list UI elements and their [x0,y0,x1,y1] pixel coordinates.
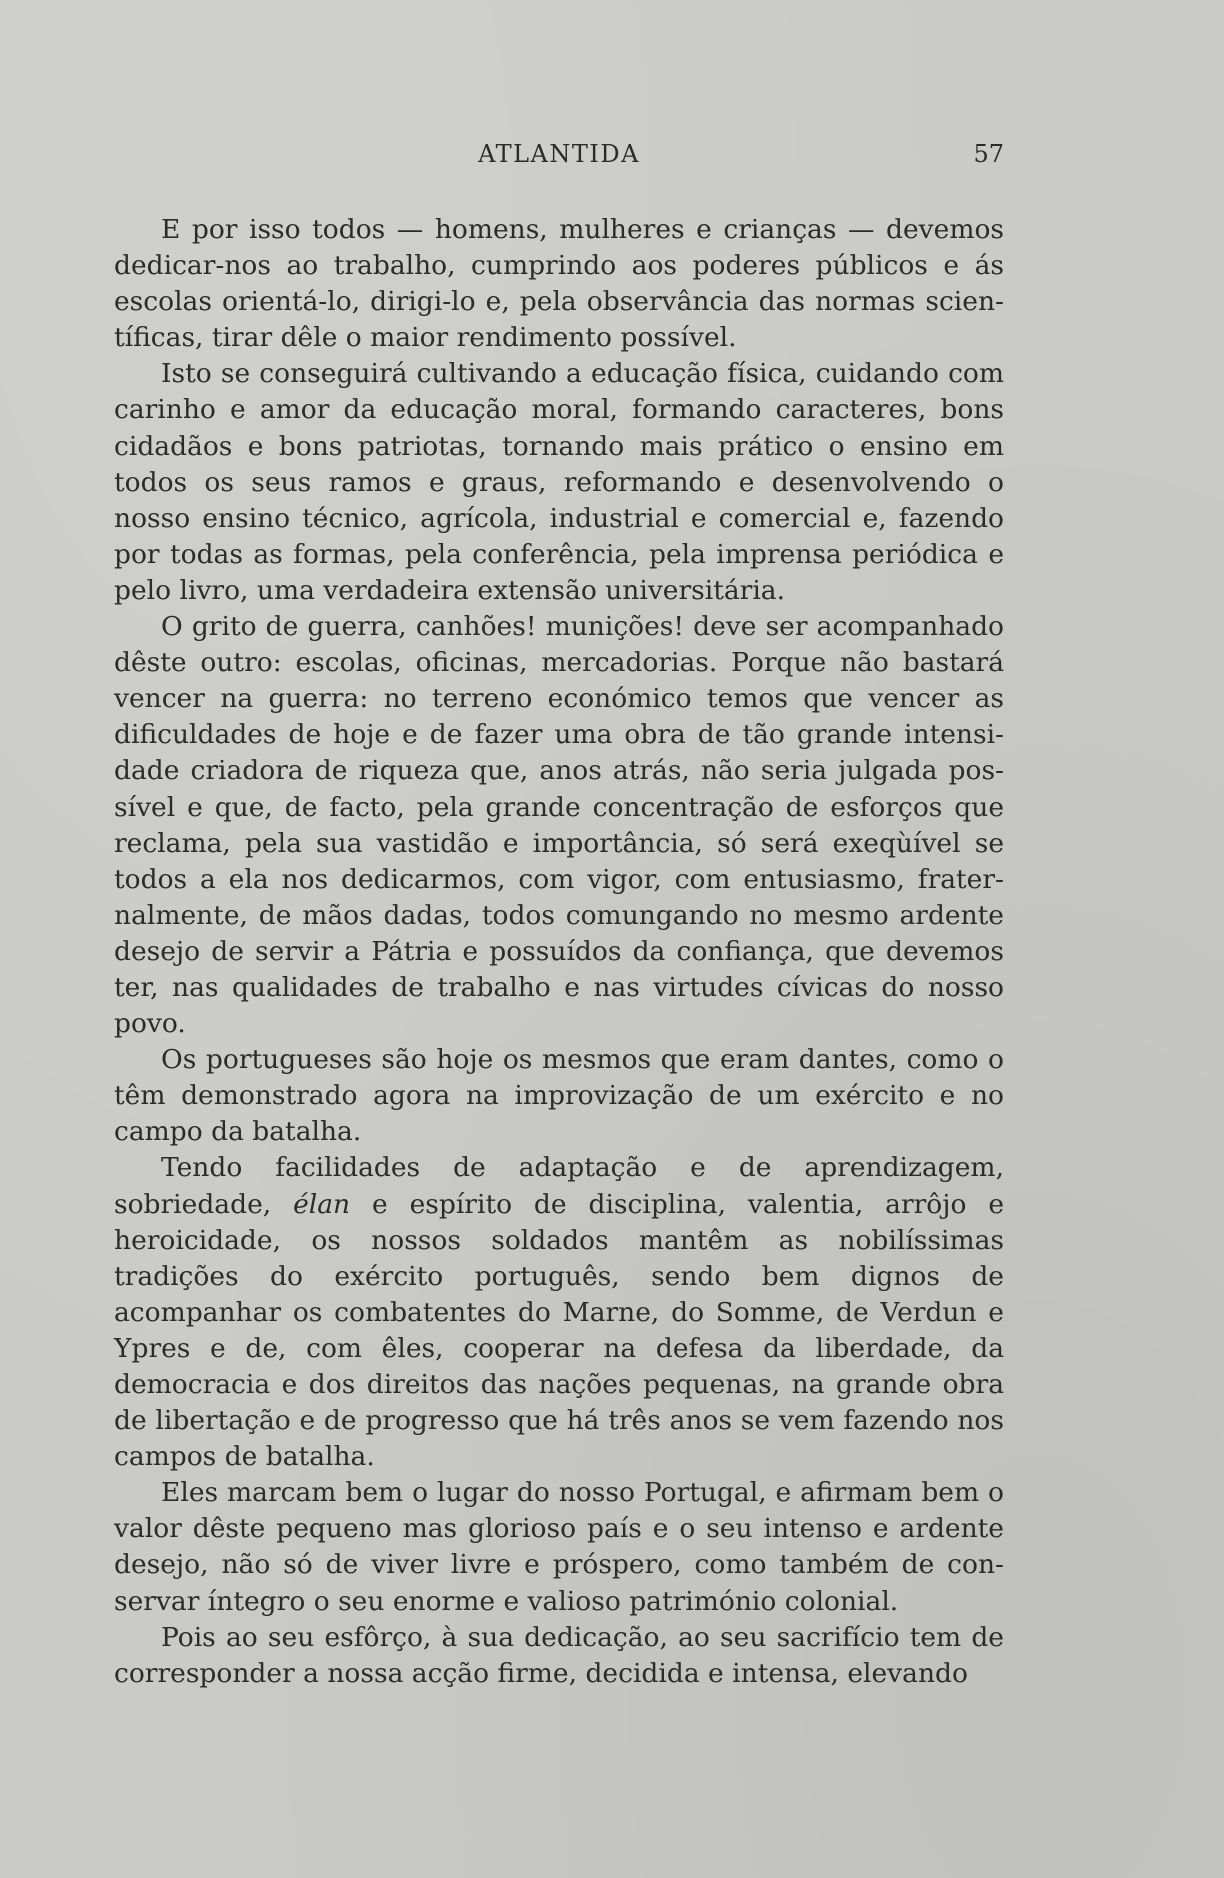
paragraph: E por isso todos — homens, mulheres e crianças — devemos dedicar-nos ao trabalho, cumprindo aos poderes públicos e ás escolas orientá-lo, dirigi-lo e, pela observância das normas scien-tíficas, tirar dêle o maior rendimento possível. [114,214,1004,354]
paragraph-text: Tendo facilidades de adaptação e de aprendizagem, sobriedade, [114,1152,1004,1220]
paragraph: Isto se conseguirá cultivando a educação física, cuidando com carinho e amor da educação moral, formando caracteres, bons cidadãos e bons patriotas, tornando mais prático o ensino em todos os seus ramos e graus, reformando e desenvolvendo o nosso ensino técnico, agrícola, industrial e comercial e, fazendo por todas as formas, pela conferência, pela imprensa periódica e pelo livro, uma verdadeira extensão universitária. [114,358,1004,606]
paragraph [114,1150,1004,1475]
paragraph: O grito de guerra, canhões! munições! deve ser acompanhado dêste outro: escolas, oficinas, mercadorias. Porque não bastará vencer na guerra: no terreno económico temos que vencer as dificuldades de hoje e de fazer uma obra de tão grande intensi-dade criadora de riqueza que, anos atrás, não seria julgada pos-sível e que, de facto, pela grande concentração de esforços que reclama, pela sua vastidão e importância, só será exeqùível se todos a ela nos dedicarmos, com vigor, com entusiasmo, frater-nalmente, de mãos dadas, todos comungando no mesmo ardente desejo de servir a Pátria e possuídos da confiança, que devemos ter, nas qualidades de trabalho e nas virtudes cívicas do nosso povo. [114,611,1004,1040]
paragraph: Eles marcam bem o lugar do nosso Portugal, e afirmam bem o valor dêste pequeno mas glorioso país e o seu intenso e ardente desejo, não só de viver livre e próspero, como também de con-servar íntegro o seu enorme e valioso património colonial. [114,1477,1004,1617]
paragraph: Pois ao seu esfôrço, à sua dedicação, ao seu sacrifício tem de corresponder a nossa acção firme, decidida e intensa, elevando [114,1621,1004,1689]
running-title: ATLANTIDA [478,140,640,168]
page-number: 57 [973,140,1004,168]
running-head [114,140,1004,180]
paragraph-text: e espírito de disciplina, valentia, arrôjo e heroicidade, os nossos soldados mantêm as nobilíssimas tradições do exército português, sendo bem dignos de acompanhar os combatentes do Marne, do Somme, de Verdun e Ypres e de, com êles, cooperar na defesa da liberdade, da democracia e dos direitos das nações pequenas, na grande obra de libertação e de progresso que há três anos se vem fazendo nos campos de batalha. [114,1188,1004,1473]
body-text [114,212,1004,1692]
italic-term: élan [293,1188,351,1220]
paragraph: Os portugueses são hoje os mesmos que eram dantes, como o têm demonstrado agora na improvização de um exército e no campo da batalha. [114,1044,1004,1148]
